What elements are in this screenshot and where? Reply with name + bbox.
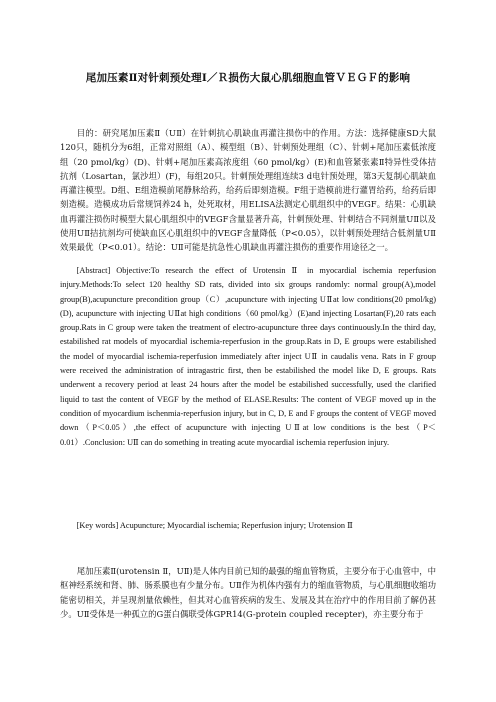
abstract-english: [Abstract] Objective:To research the effect of Urotensin Ⅱ in myocardial ischemia reperfusion injury.Methods:To select 120 healthy SD rats, divided into six groups randomly: normal group(A),model group(B),acupuncture precondition group（C）,acupuncture with injecting UⅡat low conditions(20 pmol/kg)(D), acupuncture with injecting UⅡat high conditions（60 pmol/kg）(E)and injecting Losartan(F),20 rats each group.Rats in C group were taken the treatment of electro-acupuncture three days continuously.In the third day, estabilished rat models of myocardial ischemia-reperfusion in the group.Rats in D, E groups were estabilished the model of myocardial ischemia-reperfusion immediately after inject UⅡ in caudalis vena. Rats in F group were received the administration of intragastric first, then be estabilished the model like D, E groups. Rats underwent a recovery period at least 24 hours after the model be estabilished successfully, used the clarified liquid to tast the content of VEGF by the method of ELASE.Results: The content of VEGF moved up in the condition of myocardium ischenmia-reperfusion injury, but in C, D, E and F groups the content of VEGF moved down（P＜0.05）,the effect of acupuncture with injecting UⅡat low conditions is the best（P＜0.01）.Conclusion: UⅡ can do something in treating acute myocardial ischemia reperfusion injury. xyxy=(60,266,436,447)
document-title: 尾加压素Ⅱ对针刺预处理Ⅰ／Ｒ损伤大鼠心肌细胞血管ＶＥＧＦ的影响 xyxy=(85,72,411,84)
keywords: [Key words] Acupuncture; Myocardial ischemia; Reperfusion injury; Urotension Ⅱ xyxy=(76,521,353,530)
body-paragraph: 尾加压素Ⅱ(urotensin Ⅱ，UⅡ)是人体内目前已知的最强的缩血管物质，主要分布于心血管中，中枢神经系统和肾、肺、肠系膜也有少量分布。UⅡ作为机体内强有力的缩血管物质，与心肌细胞收缩功能密切相关，并呈现剂量依赖性，但其对心血管疾病的发生、发展及其在治疗中的作用目前了解仍甚少。UⅡ受体是一种孤立的G蛋白偶联受体GPR14(G-protein coupled recepter)，亦主要分布于 xyxy=(60,566,436,619)
abstract-chinese: 目的：研究尾加压素Ⅱ（UⅡ）在针刺抗心肌缺血再灌注损伤中的作用。方法：选择健康SD大鼠120只，随机分为6组，正常对照组（A）、模型组（B）、针刺预处理组（C）、针刺+尾加压素低浓度组（20 pmol/kg）(D)、针刺+尾加压素高浓度组（60 pmol/kg）(E)和血管紧张素Ⅱ特异性受体拮抗剂（Losartan，氯沙坦）(F)，每组20只。针刺预处理组连续3 d电针预处理，第3天复制心肌缺血再灌注模型。D组、E组造模前尾静脉给药，给药后即刻造模。F组于造模前进行灌胃给药，给药后即刻造模。造模成功后常规饲养24 h，处死取材，用ELISA法测定心肌组织中的VEGF。结果：心肌缺血再灌注损伤时模型大鼠心肌组织中的VEGF含量显著升高，针刺预处理、针刺结合不同剂量UⅡ以及使用UⅡ拮抗剂均可使缺血区心肌组织中的VEGF含量降低（P<0.05），以针刺预处理结合低剂量UⅡ效果最优（P<0.01）。结论：UⅡ可能是抗急性心肌缺血再灌注损伤的重要作用途径之一。 xyxy=(60,128,436,253)
